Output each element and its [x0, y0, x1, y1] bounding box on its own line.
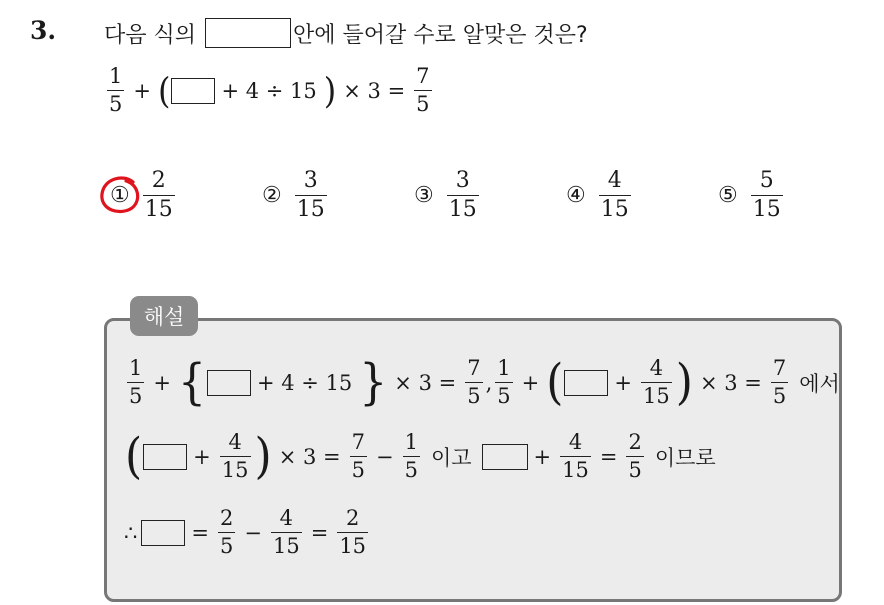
right-brace: } [359, 353, 388, 410]
option-fraction: $\frac{2}{15}$ [144, 168, 173, 222]
left-paren: ( [125, 427, 143, 484]
plus-sign: + [133, 78, 151, 103]
fraction: $\frac{7}{5}$ [351, 430, 365, 482]
therefore-sign: ∴ [124, 520, 138, 545]
fraction: $\frac{1}{5}$ [109, 64, 123, 116]
option-marker: ① [110, 183, 130, 208]
question-text-after: 안에 들어갈 수로 알맞은 것은? [293, 23, 588, 48]
selected-circle-icon [98, 172, 148, 220]
left-paren: ( [546, 353, 564, 410]
question-equation [104, 66, 435, 115]
times-equals: × 3 = [343, 78, 406, 103]
comma: , [485, 370, 493, 395]
option-4[interactable] [566, 170, 634, 221]
option-fraction: $\frac{5}{15}$ [752, 168, 781, 222]
equals-sign: = [599, 444, 618, 469]
fraction: $\frac{2}{15}$ [339, 506, 367, 558]
fraction: $\frac{4}{15}$ [221, 430, 249, 482]
explanation-line-2 [124, 427, 716, 484]
right-paren: ) [254, 427, 272, 484]
equals-sign: = [191, 520, 209, 545]
blank-box [207, 370, 251, 396]
word-imeuro: 이므로 [654, 445, 716, 470]
blank-box [141, 520, 185, 546]
fraction: $\frac{1}{5}$ [129, 356, 143, 408]
plus-sign: + [521, 370, 540, 395]
fraction: $\frac{7}{5}$ [467, 356, 481, 408]
fraction: $\frac{1}{5}$ [497, 356, 511, 408]
equation-middle: + 4 ÷ 15 [221, 78, 317, 103]
plus-sign: + [193, 444, 211, 469]
fraction: $\frac{2}{5}$ [219, 506, 234, 558]
explanation-label: 해설 [130, 296, 198, 336]
times-equals: × 3 = [699, 370, 762, 395]
plus-sign: + [533, 444, 552, 469]
word-eseo: 에서 [799, 371, 840, 396]
option-fraction: $\frac{4}{15}$ [600, 168, 629, 222]
equation-middle: + 4 ÷ 15 [256, 370, 353, 395]
option-marker: ④ [566, 183, 586, 208]
blank-box [143, 444, 187, 470]
blank-box [564, 370, 608, 396]
plus-sign: + [614, 370, 633, 395]
explanation-line-3 [124, 508, 371, 557]
times-equals: × 3 = [394, 370, 457, 395]
question-number: 3. [30, 16, 57, 45]
option-3[interactable] [414, 170, 482, 221]
minus-sign: − [375, 444, 394, 469]
fraction: $\frac{2}{5}$ [628, 430, 642, 482]
explanation-line-1 [124, 353, 840, 410]
blank-box [205, 18, 291, 48]
equals-sign: = [310, 520, 329, 545]
blank-box [171, 78, 215, 104]
left-paren: ( [157, 69, 171, 112]
option-5[interactable] [718, 170, 786, 221]
right-paren: ) [675, 353, 693, 410]
plus-sign: + [153, 370, 171, 395]
option-marker: ② [262, 183, 282, 208]
question-text [104, 18, 588, 49]
word-igo: 이고 [430, 445, 472, 470]
right-paren: ) [323, 69, 337, 112]
left-brace: { [177, 353, 206, 410]
option-fraction: $\frac{3}{15}$ [448, 168, 477, 222]
fraction: $\frac{7}{5}$ [416, 64, 430, 116]
blank-box [482, 444, 528, 470]
fraction: $\frac{4}{15}$ [562, 430, 589, 482]
minus-sign: − [244, 520, 262, 545]
times-equals: × 3 = [278, 444, 341, 469]
option-marker: ⑤ [718, 183, 738, 208]
fraction: $\frac{4}{15}$ [643, 356, 670, 408]
fraction: $\frac{1}{5}$ [404, 430, 418, 482]
option-marker: ③ [414, 183, 434, 208]
option-fraction: $\frac{3}{15}$ [296, 168, 325, 222]
option-2[interactable] [262, 170, 330, 221]
fraction: $\frac{7}{5}$ [772, 356, 787, 408]
fraction: $\frac{4}{15}$ [272, 506, 300, 558]
question-text-before: 다음 식의 [104, 23, 197, 48]
